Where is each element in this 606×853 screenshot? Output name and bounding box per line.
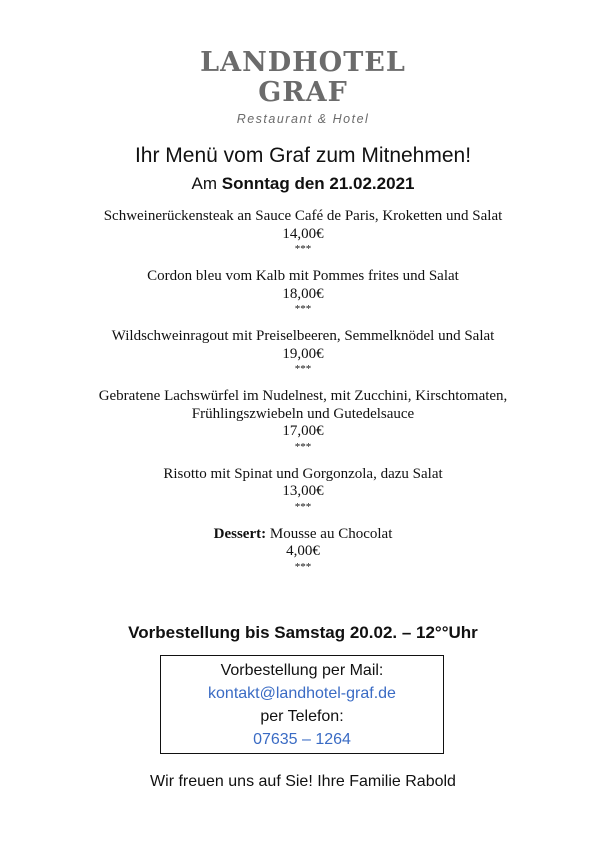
separator: *** — [294, 363, 312, 375]
hotel-logo — [0, 48, 606, 126]
menu-item — [40, 466, 566, 514]
menu-item — [40, 328, 566, 376]
dish-name: Wildschweinragout mit Preiselbeeren, Semmelknödel und Salat — [111, 328, 495, 344]
menu-item — [40, 388, 566, 454]
menu-list — [40, 208, 566, 586]
separator: *** — [294, 243, 312, 255]
dish-price: 19,00€ — [282, 345, 324, 362]
menu-item — [40, 208, 566, 256]
closing-note: Wir freuen uns auf Sie! Ihre Familie Rabold — [150, 773, 456, 790]
dish-price: 18,00€ — [282, 285, 324, 302]
phone-label: per Telefon: — [260, 708, 344, 725]
separator: *** — [294, 440, 312, 453]
dish-name-line-2: Frühlingszwiebeln und Gutedelsauce — [191, 405, 415, 422]
logo-tagline: Restaurant & Hotel — [236, 112, 370, 126]
dish-price: 17,00€ — [282, 423, 324, 439]
dish-name-line-1: Gebratene Lachswürfel im Nudelnest, mit Zucchini, Kirschtomaten, — [98, 388, 508, 404]
page-title: Ihr Menü vom Graf zum Mitnehmen! — [134, 144, 472, 167]
preorder-deadline: Vorbestellung bis Samstag 20.02. – 12°°Uhr — [128, 623, 478, 642]
logo-line-1: LANDHOTEL — [200, 47, 406, 78]
dish-price: 13,00€ — [282, 483, 324, 499]
email-link[interactable]: kontakt@landhotel-graf.de — [208, 685, 396, 702]
dish-name: Mousse au Chocolat — [269, 525, 393, 542]
separator: *** — [294, 303, 312, 315]
menu-item-dessert — [40, 526, 566, 574]
date-prefix: Am — [191, 174, 222, 193]
separator: *** — [294, 560, 312, 573]
dish-name: Cordon bleu vom Kalb mit Pommes frites und Salat — [147, 268, 459, 284]
separator: *** — [294, 500, 312, 513]
dish-price: 4,00€ — [286, 543, 320, 559]
date-value: Sonntag den 21.02.2021 — [221, 174, 415, 193]
dessert-label: Dessert: — [213, 525, 267, 542]
logo-line-2: GRAF — [258, 77, 348, 108]
contact-box — [160, 655, 444, 754]
phone-link[interactable]: 07635 – 1264 — [253, 731, 351, 748]
mail-label: Vorbestellung per Mail: — [220, 662, 384, 679]
dish-price: 14,00€ — [282, 225, 324, 242]
dish-name: Schweinerückensteak an Sauce Café de Paris, Kroketten und Salat — [103, 208, 503, 224]
dish-name: Risotto mit Spinat und Gorgonzola, dazu Salat — [163, 465, 443, 482]
menu-item — [40, 268, 566, 316]
menu-date — [0, 173, 606, 195]
